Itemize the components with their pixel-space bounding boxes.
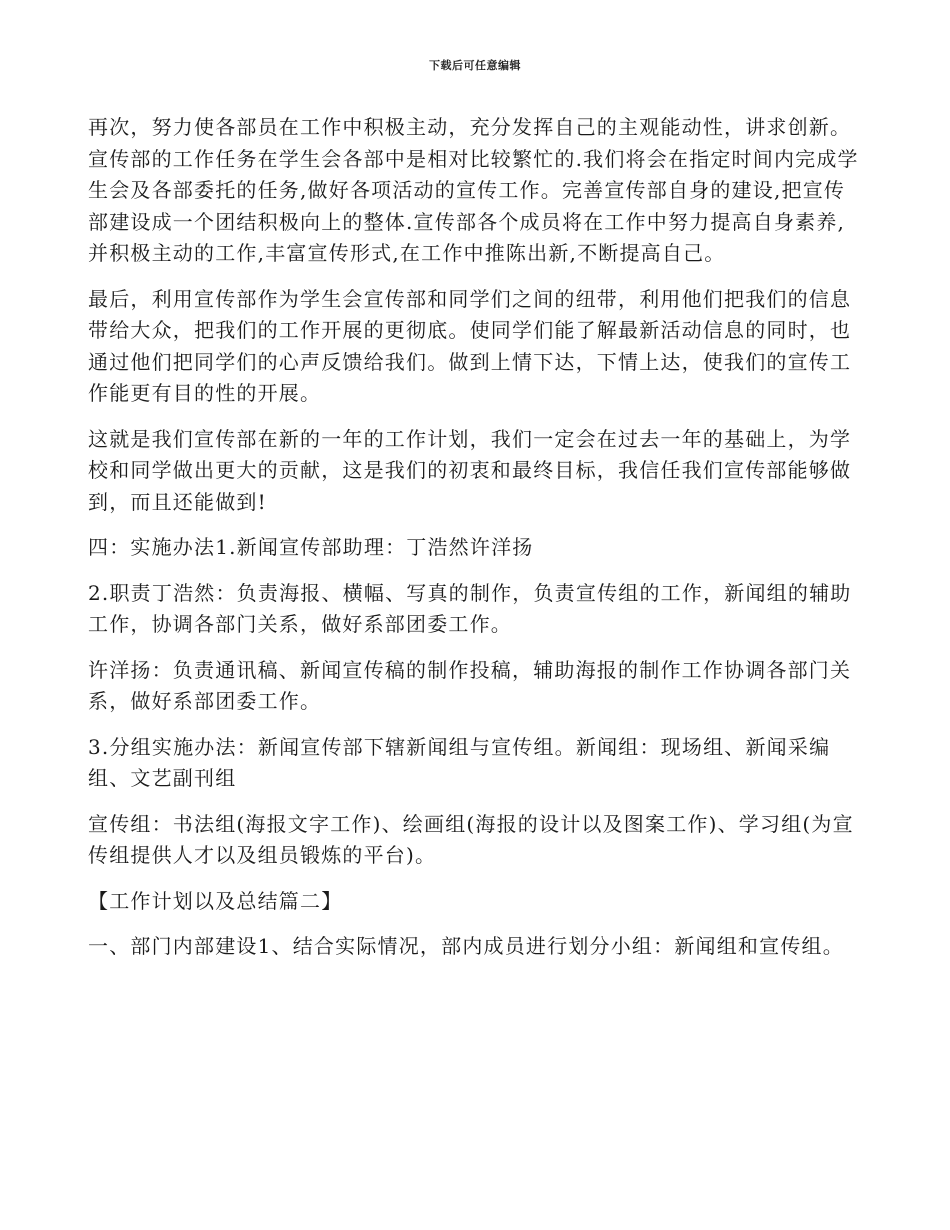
document-body xyxy=(88,112,864,977)
header-note: 下载后可任意编辑 xyxy=(429,59,521,72)
paragraph-publicity-group: 宣传组：书法组(海报文字工作)、绘画组(海报的设计以及图案工作)、学习组(为宣传组提供人才以及组员锻炼的平台)。 xyxy=(88,811,854,867)
paragraph-duties-ding: 2.职责丁浩然：负责海报、横幅、写真的制作，负责宣传组的工作，新闻组的辅助工作，协调各部门关系，做好系部团委工作。 xyxy=(88,580,852,636)
paragraph-group-method: 3.分组实施办法：新闻宣传部下辖新闻组与宣传组。新闻组：现场组、新闻采编组、文艺副刊组 xyxy=(88,734,831,790)
paragraph-internal-building: 一、部门内部建设1、结合实际情况，部内成员进行划分小组：新闻组和宣传组。 xyxy=(88,934,844,958)
paragraph-plan-summary: 这就是我们宣传部在新的一年的工作计划，我们一定会在过去一年的基础上，为学校和同学做出更大的贡献，这是我们的初衷和最终目标，我信任我们宣传部能够做到，而且还能做到! xyxy=(88,426,852,514)
paragraph-duties-xu: 许洋扬：负责通讯稿、新闻宣传稿的制作投稿，辅助海报的制作工作协调各部门关系，做好系部团委工作。 xyxy=(88,657,852,713)
paragraph-again: 再次，努力使各部员在工作中积极主动，充分发挥自己的主观能动性，讲求创新。宣传部的工作任务在学生会各部中是相对比较繁忙的.我们将会在指定时间内完成学生会及各部委托的任务,做好各项活动的宣传工作。完善宣传部自身的建设,把宣传部建设成一个团结积极向上的整体.宣传部各个成员将在工作中努力提高自身素养,并积极主动的工作,丰富宣传形式,在工作中推陈出新,不断提高自己。 xyxy=(88,115,859,265)
paragraph-finally: 最后，利用宣传部作为学生会宣传部和同学们之间的纽带，利用他们把我们的信息带给大众，把我们的工作开展的更彻底。使同学们能了解最新活动信息的同时，也通过他们把同学们的心声反馈给我们。做到上情下达，下情上达，使我们的宣传工作能更有目的性的开展。 xyxy=(88,286,852,405)
section-heading-part-two: 【工作计划以及总结篇二】 xyxy=(88,888,343,913)
paragraph-implementation: 四：实施办法1.新闻宣传部助理：丁浩然许洋扬 xyxy=(88,535,534,559)
